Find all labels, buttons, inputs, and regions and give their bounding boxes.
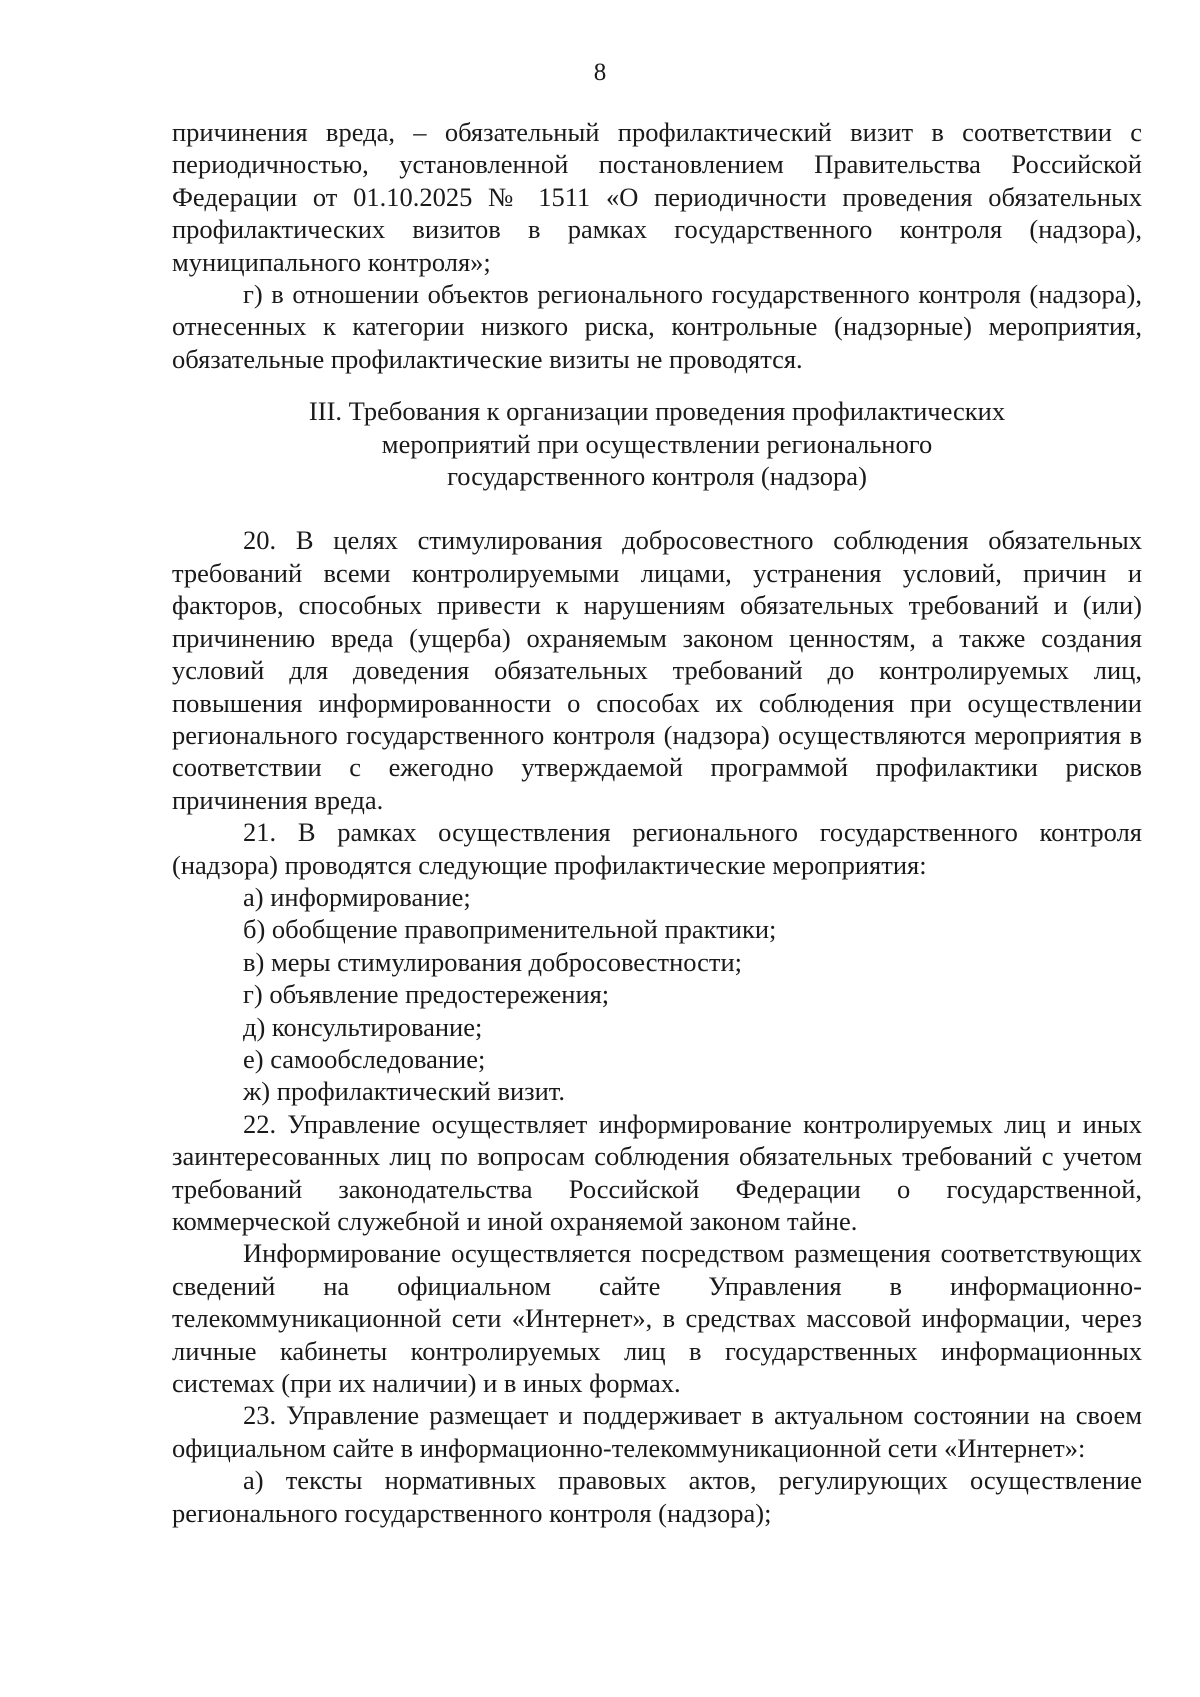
list-item: а) информирование;	[243, 881, 471, 912]
section-heading-line: III. Требования к организации проведения профилактических	[308, 396, 1006, 427]
list-item: б) обобщение правоприменительной практики;	[243, 914, 777, 945]
document-body	[172, 116, 1142, 1529]
paragraph-continuation: причинения вреда, – обязательный профилактический визит в соответствии с периодичностью, установленной постановлением Правительства Российской Федерации от 01.10.2025 № 1511 «О периодичности проведения обязательных профилактических визитов в рамках государственного контроля (надзора), муниципального контроля»;	[172, 117, 1142, 277]
list-item: д) консультирование;	[243, 1011, 483, 1042]
list-item: ж) профилактический визит.	[243, 1076, 565, 1107]
paragraph-item-g: г) в отношении объектов регионального государственного контроля (надзора), отнесенных к категории низкого риска, контрольные (надзорные) мероприятия, обязательные профилактические визиты не проводятся.	[172, 279, 1142, 374]
paragraph-23: 23. Управление размещает и поддерживает в актуальном состоянии на своем официальном сайте в информационно-телекоммуникационной сети «Интернет»:	[172, 1400, 1142, 1463]
paragraph-22: 22. Управление осуществляет информирование контролируемых лиц и иных заинтересованных лиц по вопросам соблюдения обязательных требований с учетом требований законодательства Российской Федерации о государственной, коммерческой служебной и иной охраняемой законом тайне.	[172, 1108, 1142, 1236]
section-heading-line: мероприятий при осуществлении регионального	[381, 428, 933, 459]
list-item: в) меры стимулирования добросовестности;	[243, 946, 743, 977]
paragraph-23-item-a: а) тексты нормативных правовых актов, регулирующих осуществление регионального государственного контроля (надзора);	[172, 1465, 1142, 1528]
list-item: г) объявление предостережения;	[243, 979, 610, 1010]
paragraph-21: 21. В рамках осуществления регионального государственного контроля (надзора) проводятся следующие профилактические мероприятия:	[172, 817, 1142, 880]
page-number: 8	[593, 59, 607, 86]
paragraph-22-informing: Информирование осуществляется посредством размещения соответствующих сведений на официальном сайте Управления в информационно-телекоммуникационной сети «Интернет», в средствах массовой информации, через личные кабинеты контролируемых лиц в государственных информационных системах (при их наличии) и в иных формах.	[172, 1238, 1142, 1399]
paragraph-20: 20. В целях стимулирования добросовестного соблюдения обязательных требований всеми контролируемыми лицами, устранения условий, причин и факторов, способных привести к нарушениям обязательных требований и (или) причинению вреда (ущерба) охраняемым законом ценностям, а также создания условий для доведения обязательных требований до контролируемых лиц, повышения информированности о способах их соблюдения при осуществлении регионального государственного контроля (надзора) осуществляются мероприятия в соответствии с ежегодно утверждаемой программой профилактики рисков причинения вреда.	[172, 525, 1142, 815]
list-item: е) самообследование;	[243, 1043, 486, 1074]
section-heading-line: государственного контроля (надзора)	[447, 461, 867, 492]
section-heading	[172, 395, 1142, 492]
